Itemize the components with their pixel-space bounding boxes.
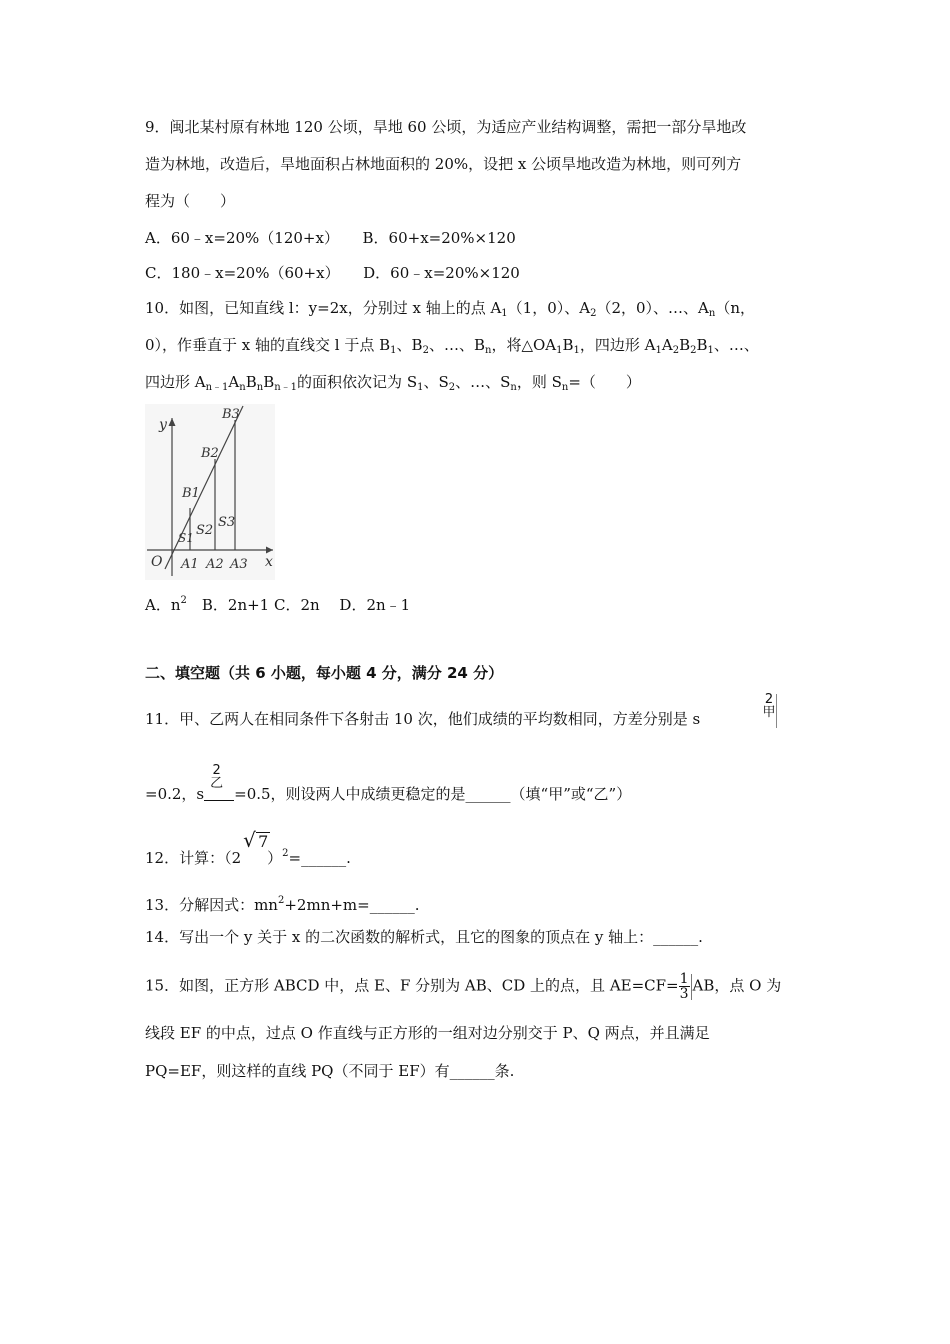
- q9-line-1: 9．闽北某村原有林地 120 公顷，旱地 60 公顷，为适应产业结构调整，需把一部分旱地改: [145, 118, 747, 136]
- q12-line: 12．计算：（2 √ 7 ）$^2$=______.: [145, 828, 351, 867]
- x-label: x: [265, 554, 273, 570]
- sqrt-sign: √: [243, 828, 256, 852]
- q9-options-row-2: [145, 262, 520, 284]
- q10-figure: [145, 404, 275, 580]
- s2-label: S2: [196, 523, 214, 538]
- q11-jia-bar: [776, 694, 777, 728]
- q14-line: 14．写出一个 y 关于 x 的二次函数的解析式，且它的图象的顶点在 y 轴上：______.: [145, 928, 703, 946]
- q9-options-row-1: [145, 227, 516, 249]
- q15-line-3: PQ=EF，则这样的直线 PQ（不同于 EF）有______条.: [145, 1062, 515, 1080]
- q10-options-rest: B．2n+1 C．2n D．2n﹣1: [186, 596, 411, 614]
- q10-line-2: 0），作垂直于 x 轴的直线交 l 于点 $B_1$、$B_2$、…、$B_n$，将$\triangle OA_1B_1$，四边形 $A_1A_2B_2B_1$、…、: [145, 336, 759, 356]
- q9-option-a: A．60﹣x=20%（120+x）: [145, 229, 339, 247]
- s1-label: S1: [178, 531, 194, 545]
- s3-label: S3: [218, 515, 236, 530]
- a2-label: A2: [206, 557, 224, 572]
- b3-label: B3: [222, 407, 240, 422]
- q9-line-2: 造为林地，改造后，旱地面积占林地面积的 20%，设把 x 公顷旱地改造为林地，则可列方: [145, 155, 742, 173]
- q9-option-b: B．60+x=20%×120: [362, 229, 516, 247]
- q9-option-d: D．60﹣x=20%×120: [363, 264, 520, 282]
- q15-line-1: 15．如图，正方形 ABCD 中，点 E、F 分别为 AB、CD 上的点，且 AE=CF= $\frac{1}{3}$ AB，点 O 为: [145, 971, 782, 1002]
- y-label: y: [159, 417, 167, 433]
- q9-line-3: 程为（ ）: [145, 192, 236, 210]
- q15-line-2: 线段 EF 的中点，过点 O 作直线与正方形的一组对边分别交于 P、Q 两点，并且满足: [145, 1024, 710, 1042]
- q11-line-1: 11．甲、乙两人在相同条件下各射击 10 次，他们成绩的平均数相同，方差分别是 s: [145, 710, 701, 728]
- q10-line-1: 10．如图，已知直线 l：y=2x，分别过 x 轴上的点 $A_1(1$，0）、$A_2(2$，0）、…、$A_n(n$，: [145, 299, 756, 319]
- origin-label: O: [151, 554, 163, 570]
- b2-label: B2: [201, 446, 219, 461]
- a1-label: A1: [181, 557, 199, 572]
- b1-label: B1: [182, 486, 200, 501]
- q10-options: A．$n^2$ B．2n+1 C．2n D．2n﹣1: [145, 595, 411, 614]
- q11-s-yi-index: 2 乙: [210, 763, 224, 791]
- a3-label: A3: [230, 557, 248, 572]
- q11-line-2: =0.2，s 2 乙 =0.5，则设两人中成绩更稳定的是______（填“甲”或“乙”）: [145, 763, 632, 803]
- q13-line: 13．分解因式：$mn^2+2mn+m=\_\_\_\_\_\_$.: [145, 895, 420, 914]
- q10-line-3: 四边形 $A_{n﹣1}A_nB_nB_{n﹣1}$的面积依次记为 $S_1$、$S_2$、…、$S_n$，则 $S_n=$（ ）: [145, 373, 641, 393]
- q11-s-jia-index: 2 甲: [762, 692, 776, 720]
- q9-option-c: C．180﹣x=20%（60+x）: [145, 264, 340, 282]
- section-heading: 二、填空题（共 6 小题，每小题 4 分，满分 24 分）: [145, 664, 504, 682]
- q10-option-a: A．n: [145, 596, 181, 614]
- fraction-one-third: $\frac{1}{3}$: [679, 971, 689, 1002]
